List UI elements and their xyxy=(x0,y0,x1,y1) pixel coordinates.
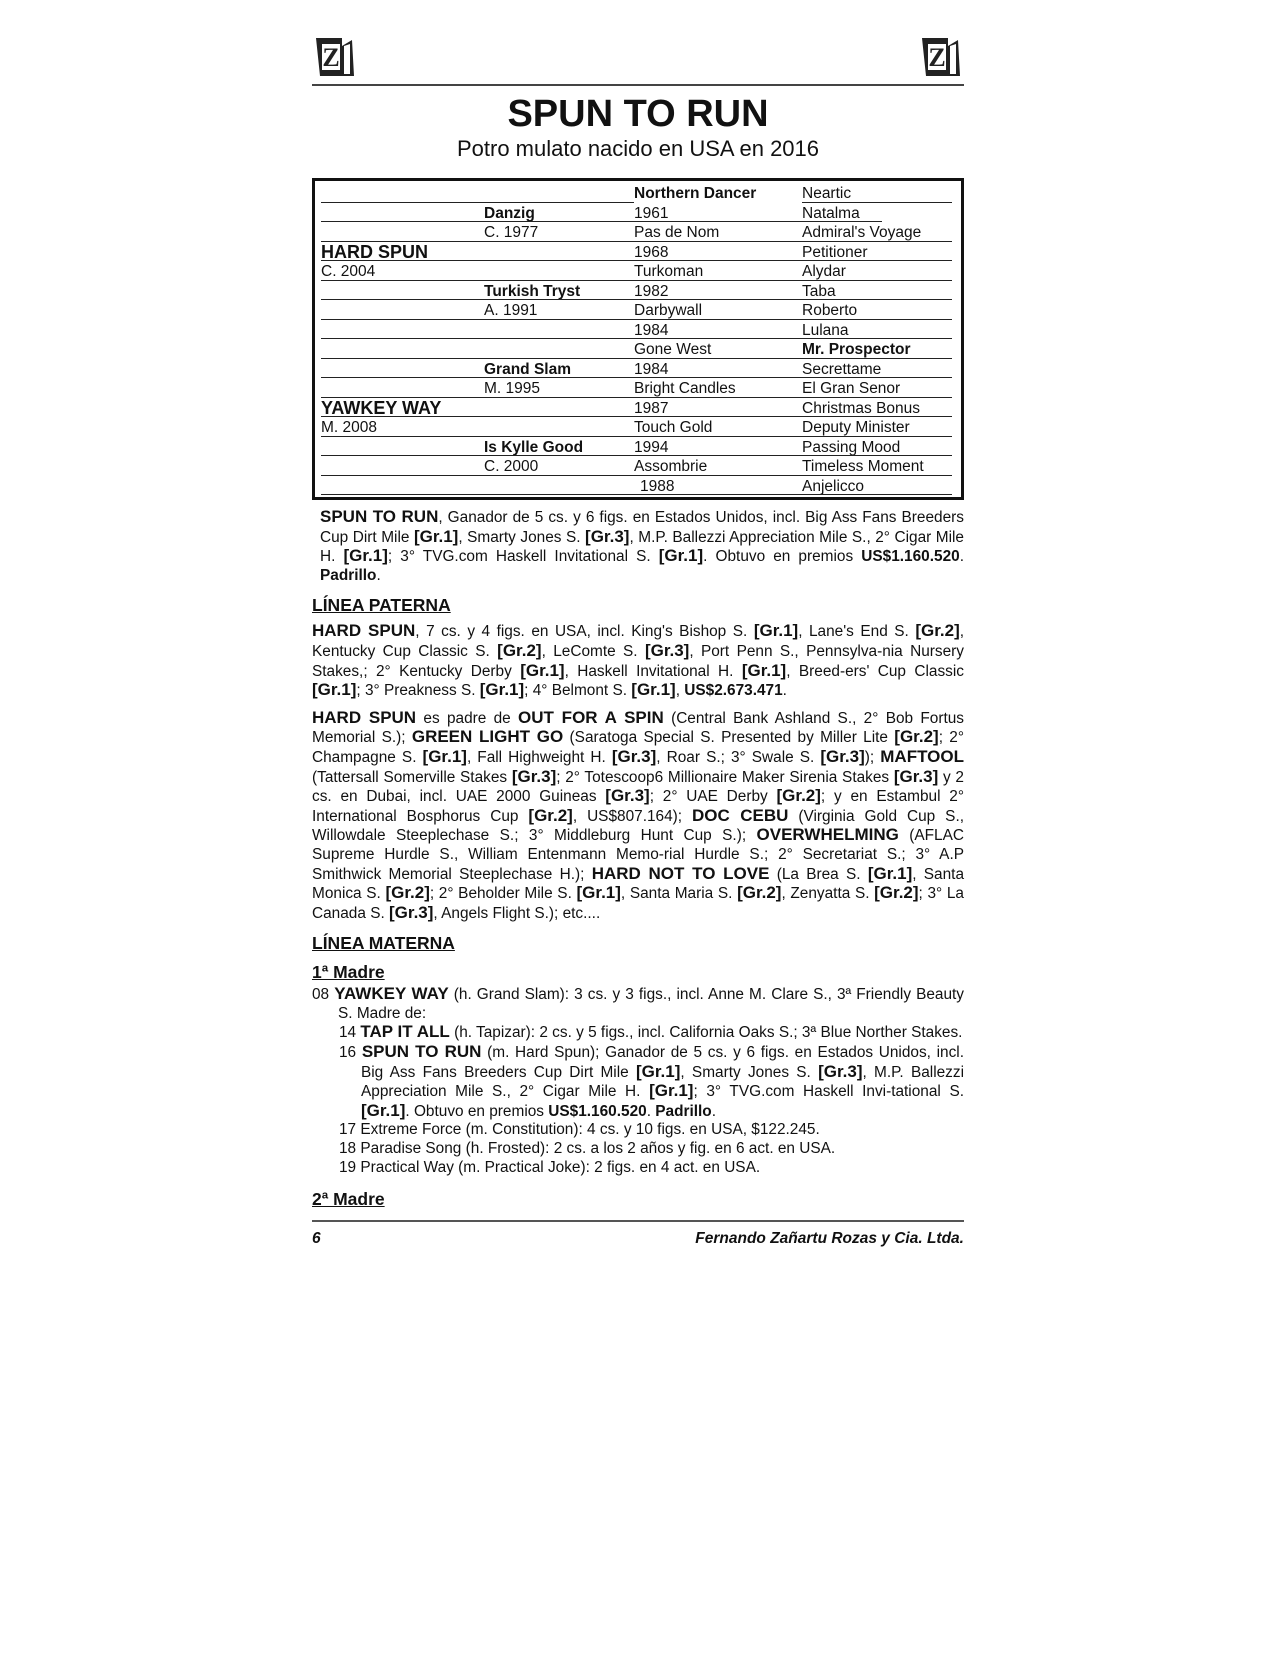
pedigree-row: M. 2008 Touch Gold Deputy Minister xyxy=(321,418,957,438)
page-subtitle: Potro mulato nacido en USA en 2016 xyxy=(456,136,820,161)
svg-text:Z: Z xyxy=(322,43,340,72)
section-heading-linea-materna: LÍNEA MATERNA xyxy=(312,933,455,954)
page-number: 6 xyxy=(312,1230,321,1247)
pedigree-table xyxy=(312,178,964,500)
first-dam-heading: 1ª Madre xyxy=(312,962,385,983)
company-name: Fernando Zañartu Rozas y Cia. Ltda. xyxy=(695,1230,964,1247)
svg-text:Z: Z xyxy=(928,43,946,72)
pedigree-row: Gone West Mr. Prospector xyxy=(321,340,957,360)
pedigree-row: YAWKEY WAY 1987 Christmas Bonus xyxy=(321,399,957,419)
intro-paragraph: SPUN TO RUN, Ganador de 5 cs. y 6 figs. en Estados Unidos, incl. Big Ass Fans Breeders Cup Dirt Mile [Gr.1], Smarty Jones S. [Gr.3], M.P. Ballezzi Appreciation Mile S., 2° Cigar Mile H. [Gr.1]; 3° TVG.com Haskell Invitational S. [Gr.1]. Obtuvo en premios US$1.160.520. Padrillo. xyxy=(320,507,964,584)
sire-progeny-paragraph: HARD SPUN es padre de OUT FOR A SPIN (Central Bank Ashland S., 2° Bob Fortus Memorial S.); GREEN LIGHT GO (Saratoga Special S. Presented by Miller Lite [Gr.2]; 2° Champagne S. [Gr.1], Fall Highweight H. [Gr.3], Roar S.; 3° Swale S. [Gr.3]); MAFTOOL (Tattersall Somerville Stakes [Gr.3]; 2° Totescoop6 Millionaire Maker Sirenia Stakes [Gr.3] y 2 cs. en Dubai, incl. UAE 2000 Guineas [Gr.3]; 2° UAE Derby [Gr.2]; y en Estambul 2° International Bosphorus Cup [Gr.2], US$807.164); DOC CEBU (Virginia Gold Cup S., Willowdale Steeplechase S.; 3° Middleburg Hunt Cup S.); OVERWHELMING (AFLAC Supreme Hurdle S., William Entenmann Memo-rial Hurdle S.; 2° Secretariat S.; 3° A.P Smithwick Memorial Steeplechase H.); HARD NOT TO LOVE (La Brea S. [Gr.1], Santa Monica S. [Gr.2]; 2° Beholder Mile S. [Gr.1], Santa Maria S. [Gr.2], Zenyatta S. [Gr.2]; 3° La Canada S. [Gr.3], Angels Flight S.); etc.... xyxy=(312,707,965,922)
pedigree-row: M. 1995 Bright Candles El Gran Senor xyxy=(321,379,957,399)
pedigree-row: Northern Dancer Neartic xyxy=(321,184,957,204)
pedigree-row: 1988 Anjelicco xyxy=(321,477,957,497)
zr-logo-icon xyxy=(312,34,358,80)
sire-paragraph: HARD SPUN, 7 cs. y 4 figs. en USA, incl. King's Bishop S. [Gr.1], Lane's End S. [Gr.2], Kentucky Cup Classic S. [Gr.2], LeComte S. [Gr.3], Port Penn S., Pennsylva-nia Nursery Stakes,; 2° Kentucky Derby [Gr.1], Haskell Invitational H. [Gr.1], Breed-ers' Cup Classic [Gr.1]; 3° Preakness S. [Gr.1]; 4° Belmont S. [Gr.1], US$2.673.471. xyxy=(312,621,965,700)
pedigree-row: C. 1977 Pas de Nom Admiral's Voyage xyxy=(321,223,957,243)
pedigree-row: A. 1991 Darbywall Roberto xyxy=(321,301,957,321)
produce-entry: 19 Practical Way (m. Practical Joke): 2 figs. en 4 act. en USA. xyxy=(339,1158,761,1176)
second-dam-heading: 2ª Madre xyxy=(312,1189,385,1210)
produce-entry: 18 Paradise Song (h. Frosted): 2 cs. a los 2 años y fig. en 6 act. en USA. xyxy=(339,1140,836,1158)
pedigree-row: 1984 Lulana xyxy=(321,321,957,341)
pedigree-row: C. 2000 Assombrie Timeless Moment xyxy=(321,457,957,477)
document-page xyxy=(312,30,964,1216)
pedigree-row: Is Kylle Good 1994 Passing Mood xyxy=(321,438,957,458)
zr-logo-icon xyxy=(918,34,964,80)
pedigree-row: Danzig 1961 Natalma xyxy=(321,204,957,224)
produce-entry: 16 SPUN TO RUN (m. Hard Spun); Ganador de 5 cs. y 6 figs. en Estados Unidos, incl. Big Ass Fans Breeders Cup Dirt Mile [Gr.1], Smarty Jones S. [Gr.3], M.P. Ballezzi Appreciation Mile S., 2° Cigar Mile H. [Gr.1]; 3° TVG.com Haskell Invi-tational S. [Gr.1]. Obtuvo en premios US$1.160.520. Padrillo. xyxy=(339,1042,964,1120)
dam-entry: 08 YAWKEY WAY (h. Grand Slam): 3 cs. y 3 figs., incl. Anne M. Clare S., 3ª Friendly Beauty S. Madre de: xyxy=(312,984,964,1022)
page-header xyxy=(312,30,964,86)
produce-entry: 17 Extreme Force (m. Constitution): 4 cs. y 10 figs. en USA, $122.245. xyxy=(339,1121,820,1139)
pedigree-row: HARD SPUN 1968 Petitioner xyxy=(321,243,957,263)
produce-entry: 14 TAP IT ALL (h. Tapizar): 2 cs. y 5 figs., incl. California Oaks S.; 3ª Blue Norther Stakes. xyxy=(339,1022,963,1042)
pedigree-row: Turkish Tryst 1982 Taba xyxy=(321,282,957,302)
page-footer xyxy=(312,1220,964,1247)
section-heading-linea-paterna: LÍNEA PATERNA xyxy=(312,595,451,616)
pedigree-row: C. 2004 Turkoman Alydar xyxy=(321,262,957,282)
pedigree-row: Grand Slam 1984 Secrettame xyxy=(321,360,957,380)
page-title: SPUN TO RUN xyxy=(507,93,769,135)
